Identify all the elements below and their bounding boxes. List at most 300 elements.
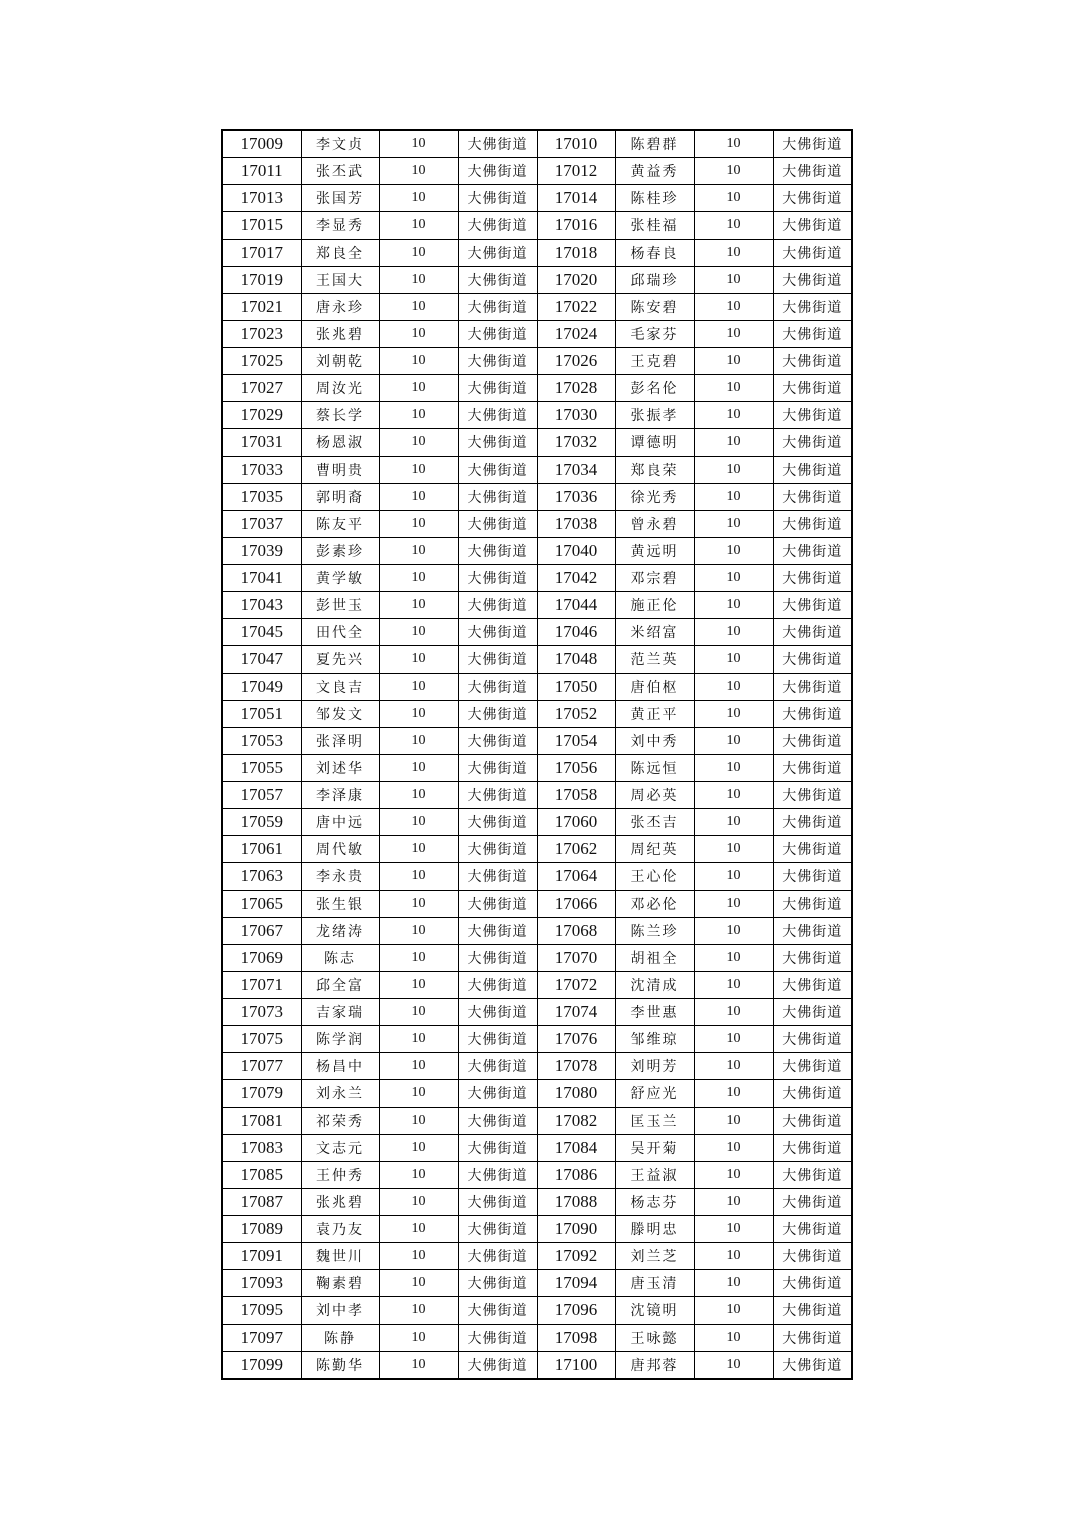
amount-cell: 10 [694,673,773,700]
street-address-cell: 大佛街道 [773,1351,852,1379]
amount-cell: 10 [694,565,773,592]
street-address-cell: 大佛街道 [458,293,537,320]
person-name-cell: 刘明芳 [615,1053,694,1080]
person-name-cell: 张兆碧 [301,1188,379,1215]
street-address-cell: 大佛街道 [458,1188,537,1215]
amount-cell: 10 [379,212,458,239]
record-id-cell: 17013 [222,185,301,212]
person-name-cell: 沈清成 [615,971,694,998]
amount-cell: 10 [694,619,773,646]
record-id-cell: 17020 [537,266,615,293]
street-address-cell: 大佛街道 [773,375,852,402]
street-address-cell: 大佛街道 [458,1026,537,1053]
table-row [222,754,852,781]
amount-cell: 10 [694,185,773,212]
table-row [222,1297,852,1324]
amount-cell: 10 [694,266,773,293]
person-name-cell: 龙绪涛 [301,917,379,944]
amount-cell: 10 [379,158,458,185]
street-address-cell: 大佛街道 [773,158,852,185]
person-name-cell: 郭明裔 [301,483,379,510]
record-id-cell: 17014 [537,185,615,212]
person-name-cell: 吴开菊 [615,1134,694,1161]
street-address-cell: 大佛街道 [458,673,537,700]
street-address-cell: 大佛街道 [773,130,852,158]
amount-cell: 10 [379,375,458,402]
amount-cell: 10 [694,971,773,998]
amount-cell: 10 [379,619,458,646]
person-name-cell: 舒应光 [615,1080,694,1107]
street-address-cell: 大佛街道 [773,619,852,646]
record-id-cell: 17083 [222,1134,301,1161]
amount-cell: 10 [694,1188,773,1215]
street-address-cell: 大佛街道 [458,1324,537,1351]
person-name-cell: 李世惠 [615,999,694,1026]
record-id-cell: 17060 [537,809,615,836]
table-row [222,999,852,1026]
record-id-cell: 17099 [222,1351,301,1379]
record-id-cell: 17050 [537,673,615,700]
record-id-cell: 17098 [537,1324,615,1351]
amount-cell: 10 [379,1351,458,1379]
amount-cell: 10 [694,483,773,510]
person-name-cell: 谭德明 [615,429,694,456]
person-name-cell: 魏世川 [301,1243,379,1270]
amount-cell: 10 [694,402,773,429]
amount-cell: 10 [379,1216,458,1243]
person-name-cell: 黄正平 [615,700,694,727]
amount-cell: 10 [379,1324,458,1351]
street-address-cell: 大佛街道 [773,429,852,456]
table-row [222,890,852,917]
person-name-cell: 彭素珍 [301,537,379,564]
person-name-cell: 李文贞 [301,130,379,158]
record-id-cell: 17091 [222,1243,301,1270]
amount-cell: 10 [694,320,773,347]
amount-cell: 10 [694,1080,773,1107]
street-address-cell: 大佛街道 [458,971,537,998]
person-name-cell: 王国大 [301,266,379,293]
table-row [222,1134,852,1161]
record-id-cell: 17045 [222,619,301,646]
record-id-cell: 17063 [222,863,301,890]
person-name-cell: 张丕武 [301,158,379,185]
amount-cell: 10 [379,917,458,944]
amount-cell: 10 [694,348,773,375]
amount-cell: 10 [379,293,458,320]
person-name-cell: 黄远明 [615,537,694,564]
record-id-cell: 17096 [537,1297,615,1324]
record-id-cell: 17031 [222,429,301,456]
amount-cell: 10 [379,700,458,727]
amount-cell: 10 [379,1053,458,1080]
record-id-cell: 17010 [537,130,615,158]
street-address-cell: 大佛街道 [458,1134,537,1161]
record-id-cell: 17058 [537,782,615,809]
street-address-cell: 大佛街道 [458,537,537,564]
amount-cell: 10 [694,1134,773,1161]
record-id-cell: 17025 [222,348,301,375]
record-id-cell: 17032 [537,429,615,456]
person-name-cell: 唐伯枢 [615,673,694,700]
street-address-cell: 大佛街道 [458,890,537,917]
amount-cell: 10 [694,646,773,673]
record-id-cell: 17048 [537,646,615,673]
record-id-cell: 17053 [222,727,301,754]
person-name-cell: 陈桂珍 [615,185,694,212]
street-address-cell: 大佛街道 [773,1107,852,1134]
street-address-cell: 大佛街道 [458,402,537,429]
person-name-cell: 唐永珍 [301,293,379,320]
street-address-cell: 大佛街道 [458,700,537,727]
street-address-cell: 大佛街道 [458,809,537,836]
person-name-cell: 王益淑 [615,1161,694,1188]
amount-cell: 10 [694,1351,773,1379]
street-address-cell: 大佛街道 [773,673,852,700]
amount-cell: 10 [379,971,458,998]
record-id-cell: 17086 [537,1161,615,1188]
amount-cell: 10 [694,1297,773,1324]
record-id-cell: 17051 [222,700,301,727]
person-name-cell: 王克碧 [615,348,694,375]
street-address-cell: 大佛街道 [773,592,852,619]
record-id-cell: 17046 [537,619,615,646]
amount-cell: 10 [694,890,773,917]
street-address-cell: 大佛街道 [458,510,537,537]
table-row [222,1324,852,1351]
amount-cell: 10 [694,944,773,971]
table-row [222,863,852,890]
street-address-cell: 大佛街道 [458,917,537,944]
person-name-cell: 张桂福 [615,212,694,239]
amount-cell: 10 [694,293,773,320]
person-name-cell: 杨昌中 [301,1053,379,1080]
street-address-cell: 大佛街道 [458,727,537,754]
table-row [222,971,852,998]
street-address-cell: 大佛街道 [773,348,852,375]
table-row [222,130,852,158]
amount-cell: 10 [379,348,458,375]
table-row [222,1053,852,1080]
record-id-cell: 17100 [537,1351,615,1379]
table-row [222,402,852,429]
person-name-cell: 范兰英 [615,646,694,673]
street-address-cell: 大佛街道 [458,782,537,809]
record-id-cell: 17009 [222,130,301,158]
record-id-cell: 17024 [537,320,615,347]
table-row [222,1188,852,1215]
street-address-cell: 大佛街道 [773,999,852,1026]
amount-cell: 10 [379,646,458,673]
amount-cell: 10 [379,1270,458,1297]
person-name-cell: 彭世玉 [301,592,379,619]
table-row [222,1243,852,1270]
record-id-cell: 17019 [222,266,301,293]
street-address-cell: 大佛街道 [773,239,852,266]
street-address-cell: 大佛街道 [773,754,852,781]
amount-cell: 10 [379,483,458,510]
record-id-cell: 17028 [537,375,615,402]
street-address-cell: 大佛街道 [773,1188,852,1215]
record-id-cell: 17095 [222,1297,301,1324]
table-row [222,1216,852,1243]
street-address-cell: 大佛街道 [773,266,852,293]
person-name-cell: 滕明忠 [615,1216,694,1243]
person-name-cell: 祁荣秀 [301,1107,379,1134]
person-name-cell: 夏先兴 [301,646,379,673]
record-id-cell: 17077 [222,1053,301,1080]
record-id-cell: 17093 [222,1270,301,1297]
amount-cell: 10 [379,592,458,619]
record-id-cell: 17078 [537,1053,615,1080]
record-id-cell: 17065 [222,890,301,917]
street-address-cell: 大佛街道 [773,890,852,917]
amount-cell: 10 [694,863,773,890]
table-row [222,375,852,402]
record-id-cell: 17021 [222,293,301,320]
person-name-cell: 陈学润 [301,1026,379,1053]
table-row [222,266,852,293]
street-address-cell: 大佛街道 [773,836,852,863]
person-name-cell: 黄学敏 [301,565,379,592]
record-id-cell: 17027 [222,375,301,402]
person-name-cell: 鞠素碧 [301,1270,379,1297]
amount-cell: 10 [694,158,773,185]
person-name-cell: 郑良荣 [615,456,694,483]
street-address-cell: 大佛街道 [458,1351,537,1379]
person-name-cell: 周纪英 [615,836,694,863]
street-address-cell: 大佛街道 [773,185,852,212]
amount-cell: 10 [379,782,458,809]
person-name-cell: 李泽康 [301,782,379,809]
person-name-cell: 陈友平 [301,510,379,537]
amount-cell: 10 [379,239,458,266]
table-row [222,1161,852,1188]
person-name-cell: 曾永碧 [615,510,694,537]
table-row [222,1107,852,1134]
table-body [222,130,852,1379]
amount-cell: 10 [694,456,773,483]
street-address-cell: 大佛街道 [773,1216,852,1243]
person-name-cell: 刘中秀 [615,727,694,754]
person-name-cell: 邹维琼 [615,1026,694,1053]
amount-cell: 10 [379,1080,458,1107]
person-name-cell: 匡玉兰 [615,1107,694,1134]
table-row [222,1270,852,1297]
record-id-cell: 17072 [537,971,615,998]
amount-cell: 10 [694,130,773,158]
person-name-cell: 唐邦蓉 [615,1351,694,1379]
amount-cell: 10 [379,130,458,158]
person-name-cell: 文良吉 [301,673,379,700]
street-address-cell: 大佛街道 [458,212,537,239]
record-id-cell: 17089 [222,1216,301,1243]
amount-cell: 10 [694,429,773,456]
record-id-cell: 17067 [222,917,301,944]
person-name-cell: 沈镜明 [615,1297,694,1324]
amount-cell: 10 [379,537,458,564]
amount-cell: 10 [379,456,458,483]
table-row [222,1026,852,1053]
person-name-cell: 陈志 [301,944,379,971]
person-name-cell: 郑良全 [301,239,379,266]
amount-cell: 10 [379,510,458,537]
record-id-cell: 17036 [537,483,615,510]
amount-cell: 10 [379,266,458,293]
table-row [222,917,852,944]
person-name-cell: 陈静 [301,1324,379,1351]
street-address-cell: 大佛街道 [458,646,537,673]
record-id-cell: 17092 [537,1243,615,1270]
table-row [222,782,852,809]
amount-cell: 10 [379,185,458,212]
person-name-cell: 毛家芬 [615,320,694,347]
person-name-cell: 蔡长学 [301,402,379,429]
person-name-cell: 张国芳 [301,185,379,212]
street-address-cell: 大佛街道 [458,592,537,619]
amount-cell: 10 [694,1243,773,1270]
table-row [222,510,852,537]
person-name-cell: 邓必伦 [615,890,694,917]
record-table [221,129,853,1380]
street-address-cell: 大佛街道 [773,212,852,239]
amount-cell: 10 [694,375,773,402]
street-address-cell: 大佛街道 [458,565,537,592]
amount-cell: 10 [379,320,458,347]
street-address-cell: 大佛街道 [458,1243,537,1270]
person-name-cell: 刘朝乾 [301,348,379,375]
amount-cell: 10 [694,212,773,239]
record-id-cell: 17016 [537,212,615,239]
street-address-cell: 大佛街道 [458,456,537,483]
table-row [222,619,852,646]
street-address-cell: 大佛街道 [458,1216,537,1243]
table-row [222,348,852,375]
street-address-cell: 大佛街道 [458,320,537,347]
table-row [222,537,852,564]
amount-cell: 10 [379,1188,458,1215]
record-id-cell: 17090 [537,1216,615,1243]
record-id-cell: 17075 [222,1026,301,1053]
person-name-cell: 张丕吉 [615,809,694,836]
street-address-cell: 大佛街道 [773,1243,852,1270]
record-id-cell: 17061 [222,836,301,863]
table-row [222,1080,852,1107]
person-name-cell: 邹发文 [301,700,379,727]
record-id-cell: 17055 [222,754,301,781]
table-row [222,158,852,185]
person-name-cell: 唐中远 [301,809,379,836]
street-address-cell: 大佛街道 [458,158,537,185]
record-id-cell: 17029 [222,402,301,429]
street-address-cell: 大佛街道 [458,754,537,781]
person-name-cell: 周代敏 [301,836,379,863]
amount-cell: 10 [694,1324,773,1351]
street-address-cell: 大佛街道 [458,185,537,212]
table-row [222,836,852,863]
record-id-cell: 17012 [537,158,615,185]
person-name-cell: 刘述华 [301,754,379,781]
person-name-cell: 张泽明 [301,727,379,754]
street-address-cell: 大佛街道 [773,402,852,429]
person-name-cell: 王仲秀 [301,1161,379,1188]
street-address-cell: 大佛街道 [458,348,537,375]
amount-cell: 10 [379,673,458,700]
person-name-cell: 杨志芬 [615,1188,694,1215]
street-address-cell: 大佛街道 [458,944,537,971]
street-address-cell: 大佛街道 [773,782,852,809]
table-row [222,212,852,239]
amount-cell: 10 [694,1026,773,1053]
record-id-cell: 17071 [222,971,301,998]
amount-cell: 10 [694,727,773,754]
table-row [222,673,852,700]
record-id-cell: 17033 [222,456,301,483]
record-id-cell: 17026 [537,348,615,375]
amount-cell: 10 [694,700,773,727]
person-name-cell: 周汝光 [301,375,379,402]
street-address-cell: 大佛街道 [773,863,852,890]
street-address-cell: 大佛街道 [773,727,852,754]
amount-cell: 10 [694,754,773,781]
street-address-cell: 大佛街道 [458,1107,537,1134]
person-name-cell: 徐光秀 [615,483,694,510]
person-name-cell: 王心伦 [615,863,694,890]
table-row [222,320,852,347]
table-row [222,429,852,456]
record-id-cell: 17030 [537,402,615,429]
amount-cell: 10 [379,1107,458,1134]
amount-cell: 10 [379,402,458,429]
street-address-cell: 大佛街道 [458,239,537,266]
amount-cell: 10 [379,863,458,890]
amount-cell: 10 [379,565,458,592]
person-name-cell: 袁乃友 [301,1216,379,1243]
street-address-cell: 大佛街道 [773,537,852,564]
record-id-cell: 17064 [537,863,615,890]
amount-cell: 10 [379,944,458,971]
record-id-cell: 17094 [537,1270,615,1297]
amount-cell: 10 [694,782,773,809]
amount-cell: 10 [694,1053,773,1080]
person-name-cell: 刘中孝 [301,1297,379,1324]
person-name-cell: 文志元 [301,1134,379,1161]
table-row [222,700,852,727]
person-name-cell: 杨春良 [615,239,694,266]
street-address-cell: 大佛街道 [773,1161,852,1188]
street-address-cell: 大佛街道 [773,510,852,537]
record-id-cell: 17041 [222,565,301,592]
street-address-cell: 大佛街道 [773,1324,852,1351]
record-id-cell: 17068 [537,917,615,944]
person-name-cell: 李永贵 [301,863,379,890]
person-name-cell: 张生银 [301,890,379,917]
amount-cell: 10 [694,1107,773,1134]
record-id-cell: 17015 [222,212,301,239]
person-name-cell: 张兆碧 [301,320,379,347]
record-id-cell: 17022 [537,293,615,320]
person-name-cell: 邱瑞珍 [615,266,694,293]
street-address-cell: 大佛街道 [458,1270,537,1297]
person-name-cell: 唐玉清 [615,1270,694,1297]
amount-cell: 10 [379,1243,458,1270]
table-row [222,185,852,212]
record-id-cell: 17018 [537,239,615,266]
person-name-cell: 黄益秀 [615,158,694,185]
person-name-cell: 彭名伦 [615,375,694,402]
record-id-cell: 17039 [222,537,301,564]
record-id-cell: 17069 [222,944,301,971]
